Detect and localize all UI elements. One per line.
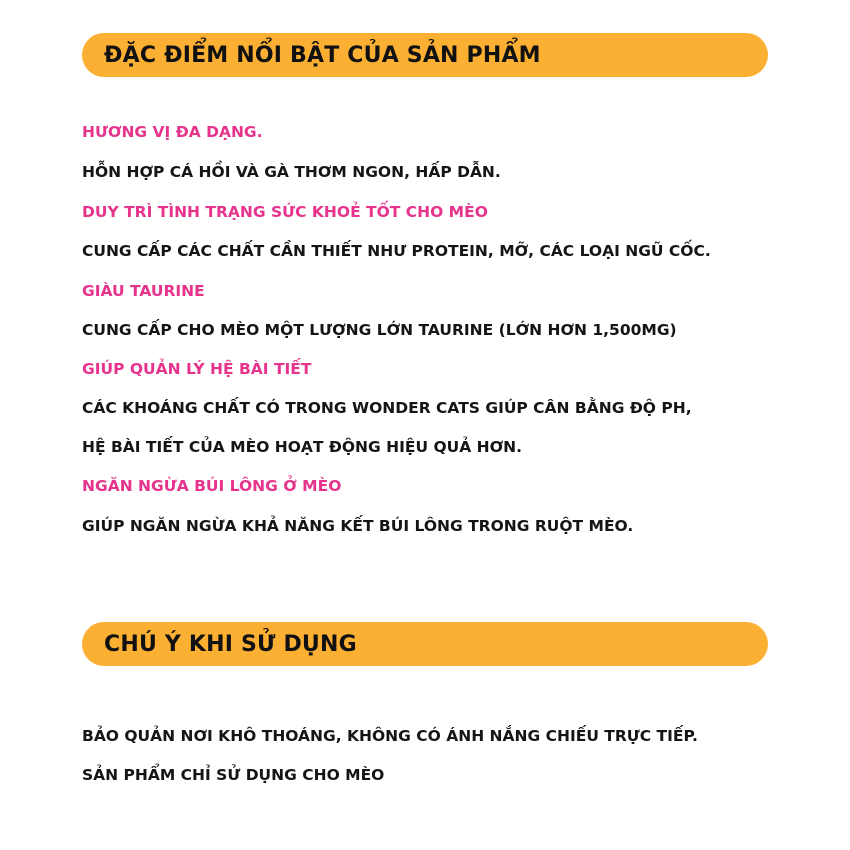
note-cats-only: SẢN PHẨM CHỈ SỬ DỤNG CHO MÈO (82, 766, 385, 784)
feature-desc-health: CUNG CẤP CÁC CHẤT CẦN THIẾT NHƯ PROTEIN, MỠ, CÁC LOẠI NGŨ CỐC. (82, 242, 711, 260)
feature-heading-taurine: GIÀU TAURINE (82, 282, 205, 300)
feature-heading-flavor: HƯƠNG VỊ ĐA DẠNG. (82, 123, 263, 141)
feature-desc-taurine: CUNG CẤP CHO MÈO MỘT LƯỢNG LỚN TAURINE (LỚN HƠN 1,500MG) (82, 321, 677, 339)
feature-heading-health: DUY TRÌ TÌNH TRẠNG SỨC KHOẺ TỐT CHO MÈO (82, 203, 488, 221)
feature-heading-hairball: NGĂN NGỪA BÚI LÔNG Ở MÈO (82, 477, 342, 495)
feature-desc-excretion-2: HỆ BÀI TIẾT CỦA MÈO HOẠT ĐỘNG HIỆU QUẢ HƠN. (82, 438, 522, 456)
notes-title: CHÚ Ý KHI SỬ DỤNG (104, 631, 357, 657)
feature-desc-excretion-1: CÁC KHOÁNG CHẤT CÓ TRONG WONDER CATS GIÚP CÂN BẰNG ĐỘ PH, (82, 399, 692, 417)
features-banner (82, 33, 768, 77)
note-storage: BẢO QUẢN NƠI KHÔ THOÁNG, KHÔNG CÓ ÁNH NẮNG CHIẾU TRỰC TIẾP. (82, 727, 698, 745)
feature-desc-hairball: GIÚP NGĂN NGỪA KHẢ NĂNG KẾT BÚI LÔNG TRONG RUỘT MÈO. (82, 517, 634, 535)
notes-banner (82, 622, 768, 666)
features-title: ĐẶC ĐIỂM NỔI BẬT CỦA SẢN PHẨM (104, 42, 541, 68)
feature-desc-flavor: HỖN HỢP CÁ HỒI VÀ GÀ THƠM NGON, HẤP DẪN. (82, 163, 501, 181)
feature-heading-excretion: GIÚP QUẢN LÝ HỆ BÀI TIẾT (82, 360, 312, 378)
